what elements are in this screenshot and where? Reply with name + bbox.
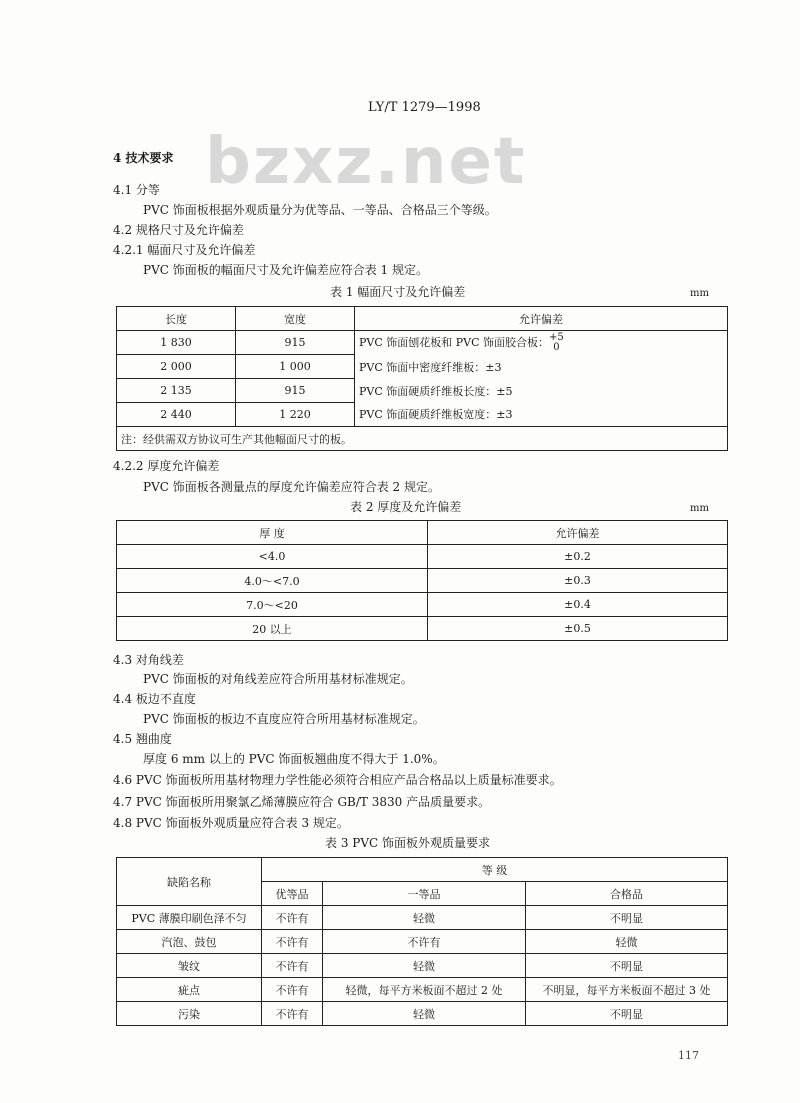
table-header-row bbox=[117, 521, 728, 545]
table-cell: PVC 饰面硬质纤维板宽度：±3 bbox=[355, 403, 728, 427]
table-cell: 不明显 bbox=[526, 954, 728, 978]
table-cell: 2 000 bbox=[117, 355, 236, 379]
table-header-cell: 长度 bbox=[117, 307, 236, 331]
table-cell: 不许有 bbox=[262, 930, 323, 954]
section-4-7: 4.7 PVC 饰面板所用聚氯乙烯薄膜应符合 GB/T 3830 产品质量要求。 bbox=[113, 795, 491, 809]
table-cell: 轻微 bbox=[323, 954, 526, 978]
table-header-cell: 优等品 bbox=[262, 882, 323, 906]
table-row bbox=[117, 906, 728, 930]
table-header-row bbox=[117, 307, 728, 331]
tolerance-lower: 0 bbox=[553, 341, 560, 353]
table-cell: 轻微 bbox=[323, 906, 526, 930]
page-number: 117 bbox=[678, 1049, 699, 1062]
table-cell: 轻微 bbox=[323, 1002, 526, 1026]
table-cell: 915 bbox=[236, 331, 355, 355]
table-cell: 4.0～<7.0 bbox=[117, 569, 428, 593]
table-cell: 不许有 bbox=[262, 954, 323, 978]
table-row bbox=[117, 593, 728, 617]
table-cell: 1 830 bbox=[117, 331, 236, 355]
table-row bbox=[117, 331, 728, 355]
section-4-2-2-heading: 4.2.2 厚度允许偏差 bbox=[113, 459, 220, 473]
table-cell: <4.0 bbox=[117, 545, 428, 569]
table-header-row bbox=[117, 858, 728, 882]
table-row bbox=[117, 403, 728, 427]
table-cell: 污染 bbox=[117, 1002, 262, 1026]
section-4-2-1-heading: 4.2.1 幅面尺寸及允许偏差 bbox=[113, 243, 256, 257]
section-4-5-text: 厚度 6 mm 以上的 PVC 饰面板翘曲度不得大于 1.0%。 bbox=[143, 752, 445, 766]
table-cell: PVC 薄膜印刷色泽不匀 bbox=[117, 906, 262, 930]
table1-caption: 表 1 幅面尺寸及允许偏差 bbox=[330, 285, 466, 299]
table-row bbox=[117, 1002, 728, 1026]
table2-caption: 表 2 厚度及允许偏差 bbox=[350, 500, 462, 514]
section-4-1-text: PVC 饰面板根据外观质量分为优等品、一等品、合格品三个等级。 bbox=[143, 203, 497, 217]
table-cell bbox=[355, 331, 728, 355]
section-4-4-text: PVC 饰面板的板边不直度应符合所用基材标准规定。 bbox=[143, 712, 425, 726]
table-cell: 不许有 bbox=[262, 906, 323, 930]
table-header-cell: 合格品 bbox=[526, 882, 728, 906]
table-cell: 皱纹 bbox=[117, 954, 262, 978]
table-cell: 不明显，每平方米板面不超过 3 处 bbox=[526, 978, 728, 1002]
table-cell: 20 以上 bbox=[117, 617, 428, 641]
table3 bbox=[116, 857, 728, 1026]
section-4-heading: 4 技术要求 bbox=[113, 151, 174, 165]
table-cell: PVC 饰面硬质纤维板长度：±5 bbox=[355, 379, 728, 403]
table-row bbox=[117, 355, 728, 379]
section-4-2-1-text: PVC 饰面板的幅面尺寸及允许偏差应符合表 1 规定。 bbox=[143, 263, 429, 277]
table-header-cell: 厚 度 bbox=[117, 521, 428, 545]
section-4-3-heading: 4.3 对角线差 bbox=[113, 653, 184, 667]
section-4-6: 4.6 PVC 饰面板所用基材物理力学性能必须符合相应产品合格品以上质量标准要求。 bbox=[113, 773, 562, 787]
table-cell: 不许有 bbox=[323, 930, 526, 954]
table-row bbox=[117, 930, 728, 954]
table-cell: ±0.3 bbox=[428, 569, 728, 593]
table-cell: ±0.4 bbox=[428, 593, 728, 617]
table-header-cell: 允许偏差 bbox=[428, 521, 728, 545]
table-row bbox=[117, 617, 728, 641]
table-row bbox=[117, 545, 728, 569]
section-4-5-heading: 4.5 翘曲度 bbox=[113, 732, 172, 746]
page-header: LY/T 1279—1998 bbox=[368, 100, 481, 115]
watermark: bzxz.net bbox=[205, 125, 527, 199]
table-note: 注：经供需双方协议可生产其他幅面尺寸的板。 bbox=[117, 427, 728, 451]
table-cell: ±0.2 bbox=[428, 545, 728, 569]
table-row bbox=[117, 978, 728, 1002]
table-cell: 2 440 bbox=[117, 403, 236, 427]
section-4-3-text: PVC 饰面板的对角线差应符合所用基材标准规定。 bbox=[143, 672, 413, 686]
table3-caption: 表 3 PVC 饰面板外观质量要求 bbox=[325, 836, 491, 850]
section-4-4-heading: 4.4 板边不直度 bbox=[113, 692, 196, 706]
table-cell: 7.0～<20 bbox=[117, 593, 428, 617]
table-row bbox=[117, 379, 728, 403]
table-cell: 不明显 bbox=[526, 1002, 728, 1026]
table-cell: ±0.5 bbox=[428, 617, 728, 641]
table-row bbox=[117, 569, 728, 593]
section-4-8: 4.8 PVC 饰面板外观质量应符合表 3 规定。 bbox=[113, 816, 349, 830]
section-4-2-heading: 4.2 规格尺寸及允许偏差 bbox=[113, 223, 244, 237]
tolerance-upper: +5 bbox=[549, 331, 564, 343]
table-cell: 汽泡、鼓包 bbox=[117, 930, 262, 954]
table-cell: 轻微 bbox=[526, 930, 728, 954]
table-cell: 不许有 bbox=[262, 978, 323, 1002]
section-4-1-heading: 4.1 分等 bbox=[113, 183, 160, 197]
table2 bbox=[116, 520, 728, 641]
table-row bbox=[117, 954, 728, 978]
table2-unit: mm bbox=[690, 503, 709, 514]
section-4-2-2-text: PVC 饰面板各测量点的厚度允许偏差应符合表 2 规定。 bbox=[143, 480, 441, 494]
table-cell: 915 bbox=[236, 379, 355, 403]
table-note-row bbox=[117, 427, 728, 451]
table-cell: 1 000 bbox=[236, 355, 355, 379]
table-cell: PVC 饰面中密度纤维板：±3 bbox=[355, 355, 728, 379]
table-header-cell: 允许偏差 bbox=[355, 307, 728, 331]
table1-unit: mm bbox=[690, 288, 709, 299]
tolerance-text: PVC 饰面刨花板和 PVC 饰面胶合板： bbox=[359, 335, 550, 349]
table-cell: 轻微，每平方米板面不超过 2 处 bbox=[323, 978, 526, 1002]
table-header-cell: 一等品 bbox=[323, 882, 526, 906]
table-cell: 不许有 bbox=[262, 1002, 323, 1026]
table-header-cell: 缺陷名称 bbox=[117, 858, 262, 906]
table-cell: 疵点 bbox=[117, 978, 262, 1002]
table1 bbox=[116, 306, 728, 451]
table-header-cell: 宽度 bbox=[236, 307, 355, 331]
table-cell: 2 135 bbox=[117, 379, 236, 403]
table-header-cell: 等 级 bbox=[262, 858, 728, 882]
table-cell: 1 220 bbox=[236, 403, 355, 427]
table-cell: 不明显 bbox=[526, 906, 728, 930]
